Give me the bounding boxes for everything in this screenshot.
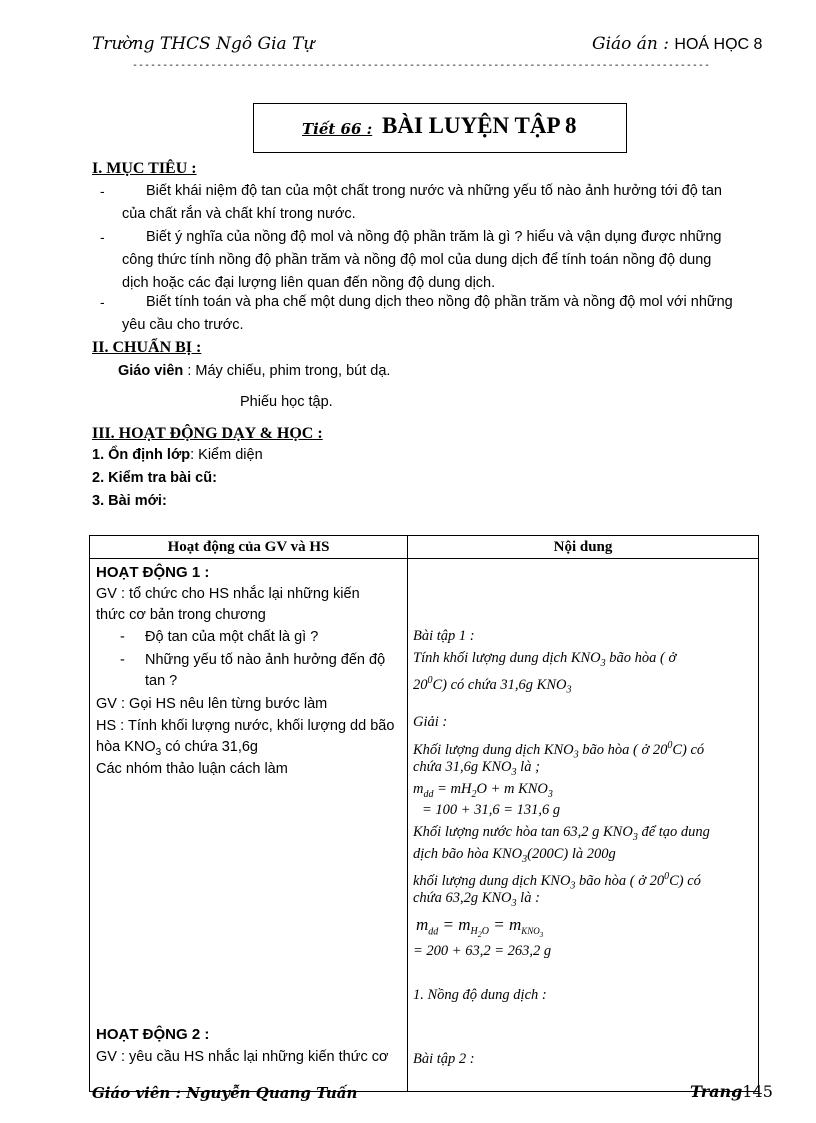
right-line: khối lượng dung dịch $KNO_3$ bão hòa ( ở $20^0C$) có [413,871,701,892]
school-name: Trường THCS Ngô Gia Tự [92,34,315,54]
right-line: chứa 63,2g $KNO_3$ là : [413,890,540,909]
teacher-prep [118,360,390,383]
objective-2-line-1: Biết ý nghĩa của nồng độ mol và nồng độ phần trăm là gì ? hiểu và vận dụng được những [146,229,722,245]
activity-table [89,535,759,1092]
left-cell [90,559,407,1091]
activity-1-heading: HOẠT ĐỘNG 1 : [96,564,210,581]
period-label: Tiết 66 : [302,120,373,138]
left-line: hòa $KNO_3$ có chứa 31,6g [96,739,258,758]
title-box [253,103,627,153]
bullet-marker: - [100,183,105,199]
activity-2-heading: HOẠT ĐỘNG 2 : [96,1026,210,1043]
left-line: Các nhóm thảo luận cách làm [96,761,288,777]
right-line: = 200 + 63,2 = 263,2 g [413,943,552,959]
right-line: $20^0C$) có chứa 31,6g $KNO_3$ [413,675,572,696]
left-line: GV : yêu cầu HS nhắc lại những kiến thức cơ [96,1049,389,1065]
page-number [690,1082,773,1101]
right-line: = 100 + 31,6 = 131,6 g [422,802,561,818]
col-header-activities: Hoạt động của GV và HS [90,536,408,559]
bullet-dash: - [120,629,125,645]
teacher-items: : Máy chiếu, phim trong, bút dạ. [187,363,391,379]
subject-name: HOÁ HỌC 8 [674,36,763,53]
teacher-name: Giáo viên : Nguyễn Quang Tuấn [92,1084,358,1102]
left-line: thức cơ bản trong chương [96,607,266,623]
right-line: Khối lượng nước hòa tan 63,2 g $KNO_3$ để tạo dung [413,824,710,843]
concentration-heading: 1. Nồng độ dung dịch : [413,987,547,1003]
step-1: 1. Ổn định lớp: Kiểm diện [92,447,263,463]
col-header-content: Nội dung [408,536,759,559]
right-cell [408,559,758,1091]
objective-1-line-2: của chất rắn và chất khí trong nước. [122,206,356,222]
subject-header [592,34,762,54]
step-2: 2. Kiểm tra bài cũ: [92,470,217,486]
objective-3-line-2: yêu cầu cho trước. [122,317,244,333]
page-value: 145 [742,1082,773,1101]
objective-2-line-3: dịch hoặc các đại lượng liên quan đến nồng độ dung dịch. [122,275,496,291]
exercise-2-heading: Bài tập 2 : [413,1051,475,1067]
teacher-label: Giáo viên [118,363,184,379]
right-line: Tính khối lượng dung dịch $KNO_3$ bão hòa ( ở [413,650,677,669]
right-line: $m_{dd} = mH_2O + m$ $KNO_3$ [413,781,553,800]
left-line: GV : tổ chức cho HS nhắc lại những kiến [96,586,360,602]
solution-heading: Giải : [413,714,448,730]
objective-2-line-2: công thức tính nồng độ phần trăm và nồng độ mol của dung dịch để tính toán nồng độ dung [122,252,712,268]
preparation-heading: II. CHUẨN BỊ : [92,339,202,356]
left-line: HS : Tính khối lượng nước, khối lượng dd bão [96,718,395,734]
left-line: GV : Gọi HS nêu lên từng bước làm [96,696,328,712]
left-bullet: Những yếu tố nào ảnh hưởng đến độ [145,652,386,668]
objective-3-line-1: Biết tính toán và pha chế một dung dịch theo nồng độ phần trăm và nồng độ mol với những [146,294,733,310]
bullet-marker: - [100,294,105,310]
activities-heading: III. HOẠT ĐỘNG DẠY & HỌC : [92,425,323,442]
lesson-plan-label: Giáo án : [592,34,670,54]
step-3: 3. Bài mới: [92,493,167,509]
exercise-1-heading: Bài tập 1 : [413,628,475,644]
right-line: chứa 31,6g $KNO_3$ là ; [413,759,540,778]
worksheet: Phiếu học tập. [240,394,333,410]
page-label: Trang [690,1082,743,1101]
header-divider: ------------------------------------------------------------------------------------------------ [132,60,710,71]
lesson-title: BÀI LUYỆN TẬP 8 [382,113,577,138]
left-bullet: Độ tan của một chất là gì ? [145,629,319,645]
mass-formula: $m_{dd} = m_{H_2O} = m_{KNO_3}$ [416,915,544,940]
bullet-dash: - [120,652,125,668]
left-bullet: tan ? [145,673,178,689]
right-line: Khối lượng dung dịch $KNO_3$ bão hòa ( ở $20^0C$) có [413,740,705,761]
bullet-marker: - [100,229,105,245]
right-line: dịch bão hòa $KNO_3(200C)$ là 200g [413,846,616,865]
objectives-heading: I. MỤC TIÊU : [92,160,197,177]
objective-1-line-1: Biết khái niệm độ tan của một chất trong nước và những yếu tố nào ảnh hưởng tới độ tan [146,183,722,199]
